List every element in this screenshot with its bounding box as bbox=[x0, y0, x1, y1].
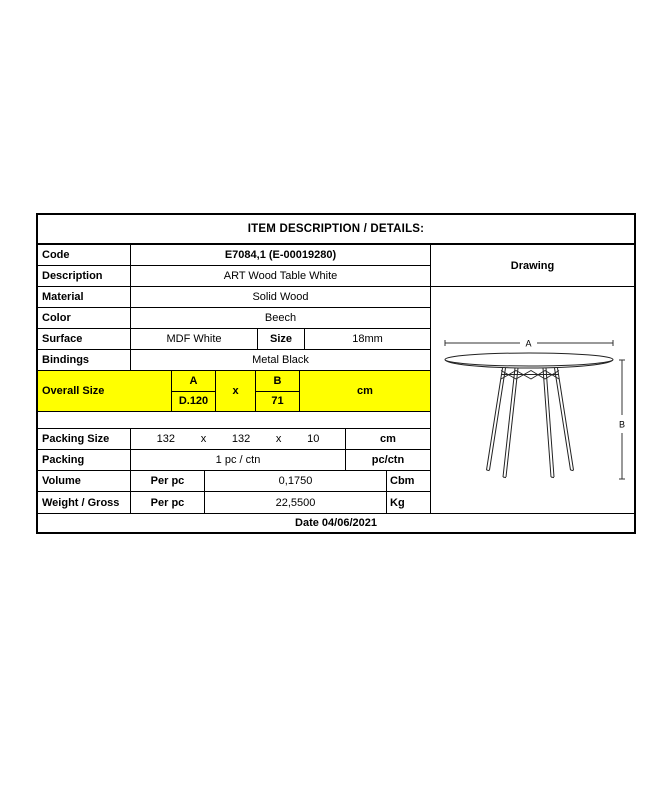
packing-size-label: Packing Size bbox=[38, 429, 131, 449]
volume-unit: Cbm bbox=[390, 475, 415, 487]
bindings-value: Metal Black bbox=[252, 354, 309, 366]
packing-value: 1 pc / ctn bbox=[131, 450, 346, 470]
packing-unit: pc/ctn bbox=[371, 454, 405, 466]
row-overall-size bbox=[38, 371, 430, 412]
row-description bbox=[38, 266, 430, 287]
packing-dim-width: 132 bbox=[231, 433, 251, 445]
bindings-label: Bindings bbox=[38, 350, 131, 370]
overall-size-multiply: x bbox=[216, 371, 256, 411]
row-color bbox=[38, 308, 430, 329]
code-label: Code bbox=[38, 245, 131, 265]
drawing-canvas bbox=[431, 287, 634, 513]
leg-braces bbox=[501, 371, 559, 380]
row-weight-gross bbox=[38, 492, 430, 513]
sheet-title: ITEM DESCRIPTION / DETAILS: bbox=[247, 223, 425, 235]
code-value: E7084,1 (E-00019280) bbox=[224, 249, 337, 261]
sheet-header bbox=[38, 215, 634, 245]
row-packing bbox=[38, 450, 430, 471]
weight-gross-unit: Kg bbox=[390, 496, 405, 509]
overall-size-dim-b bbox=[256, 371, 300, 411]
description-label: Description bbox=[38, 266, 131, 286]
surface-label: Surface bbox=[38, 329, 131, 349]
row-material bbox=[38, 287, 430, 308]
drawing-title: Drawing bbox=[510, 259, 555, 272]
packing-size-unit: cm bbox=[380, 433, 396, 445]
color-value: Beech bbox=[264, 312, 297, 324]
material-label: Material bbox=[38, 287, 131, 307]
row-volume bbox=[38, 471, 430, 492]
surface-size-label: Size bbox=[258, 329, 305, 349]
packing-dim-x2: x bbox=[275, 433, 282, 445]
dim-a-value: D.120 bbox=[178, 395, 209, 408]
packing-dim-x1: x bbox=[200, 433, 207, 445]
packing-label: Packing bbox=[38, 450, 131, 470]
volume-basis: Per pc bbox=[131, 471, 205, 491]
weight-gross-basis: Per pc bbox=[131, 492, 205, 513]
row-surface bbox=[38, 329, 430, 350]
packing-size-dims bbox=[131, 429, 346, 449]
spacer-row bbox=[38, 412, 430, 429]
dim-label-b: B bbox=[618, 419, 626, 430]
description-value: ART Wood Table White bbox=[223, 270, 338, 282]
packing-dim-height: 10 bbox=[307, 433, 320, 445]
row-bindings bbox=[38, 350, 430, 371]
table-drawing bbox=[431, 287, 634, 513]
overall-size-label: Overall Size bbox=[38, 371, 172, 411]
weight-gross-value: 22,5500 bbox=[205, 492, 387, 513]
sheet-body bbox=[38, 245, 634, 513]
row-code bbox=[38, 245, 430, 266]
packing-dim-length: 132 bbox=[156, 433, 176, 445]
weight-gross-label: Weight / Gross bbox=[38, 492, 131, 513]
surface-value: MDF White bbox=[131, 329, 258, 349]
footer-date: Date 04/06/2021 bbox=[295, 517, 377, 529]
volume-value: 0,1750 bbox=[205, 471, 387, 491]
drawing-header bbox=[431, 245, 634, 287]
drawing-panel bbox=[431, 245, 634, 513]
dim-b-name: B bbox=[256, 371, 299, 392]
dim-label-a: A bbox=[525, 338, 532, 349]
footer-date-row bbox=[38, 513, 634, 532]
item-spec-sheet bbox=[36, 213, 636, 534]
surface-size-value: 18mm bbox=[352, 333, 383, 345]
material-value: Solid Wood bbox=[252, 291, 309, 303]
overall-size-dim-a bbox=[172, 371, 216, 411]
dim-b-value: 71 bbox=[271, 395, 284, 408]
color-label: Color bbox=[38, 308, 131, 328]
table-top bbox=[445, 353, 613, 368]
overall-size-unit: cm bbox=[357, 385, 373, 397]
volume-label: Volume bbox=[38, 471, 131, 491]
row-packing-size bbox=[38, 429, 430, 450]
dim-a-name: A bbox=[172, 371, 215, 392]
spec-table bbox=[38, 245, 431, 513]
table-legs bbox=[487, 368, 574, 478]
